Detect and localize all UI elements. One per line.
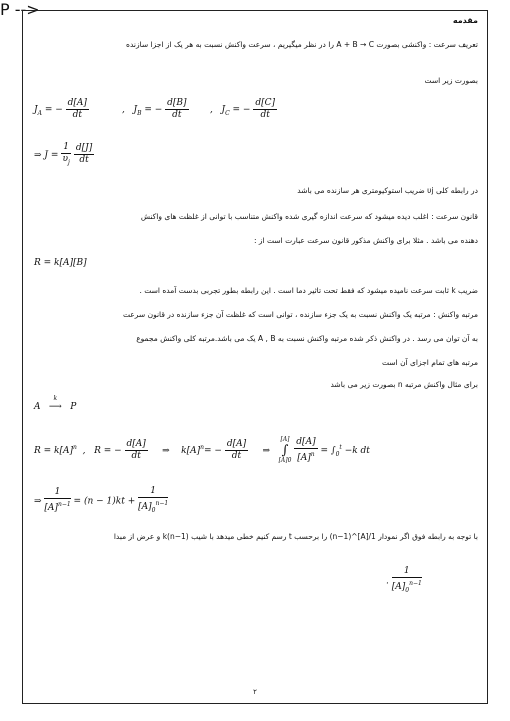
- paragraph-reaction-order: مرتبه واکنش : مرتبه یک واکنش نسبت به یک جزء سازنده ، توانی است که غلظت آن جزء سازنده در قانون سرعت: [122, 310, 478, 319]
- paragraph-reaction-order-2: به آن توان می رسد . در واکنش ذکر شده مرتبه واکنش نسبت به A , B یک می باشد.مرتبه کلی واکنش مجموع: [136, 334, 478, 343]
- paragraph-rate-definition-2: بصورت زیر است: [424, 76, 478, 85]
- paragraph-rate-law: قانون سرعت : اغلب دیده میشود که سرعت اندازه گیری شده واکنش متناسب با توانی از غلظت های واکنش: [140, 212, 478, 221]
- paragraph-plot-interpretation: با توجه به رابطه فوق اگر نمودار 1/[A]^(n−1) را برحسب t رسم کنیم خطی میدهد با شیب (n−1)k و عرض از مبدا: [113, 532, 478, 541]
- paragraph-stoichiometric: در رابطه کلی υj ضریب استوکیومتری هر سازنده می باشد: [297, 186, 478, 195]
- equation-rate-b: , $J_B$ = − $\frac{d[B]}{dt}$: [122, 98, 187, 120]
- equation-rate-law: R = k[A][B]: [34, 258, 87, 268]
- paragraph-nth-order: برای مثال واکنش مرتبه n بصورت زیر می باشد: [330, 380, 478, 389]
- paragraph-rate-definition: تعریف سرعت : واکنشی بصورت A + B → C را در نظر میگیریم ، سرعت واکنش نسبت به هر یک از اجزا سازنده: [126, 40, 478, 49]
- equation-reaction: A k ⟶ P: [34, 395, 77, 412]
- equation-rate-c: , $J_C$ = − $\frac{d[C]}{dt}$: [210, 98, 275, 120]
- section-heading: مقدمه: [452, 16, 478, 25]
- equation-rate-a: $J_A$ = − $\frac{d[A]}{dt}$: [34, 98, 87, 120]
- paragraph-rate-constant: ضریب k ثابت سرعت نامیده میشود که فقط تحت تاثیر دما است . این رابطه بطور تجربی بدست آمده است .: [139, 286, 478, 295]
- paragraph-reaction-order-3: مرتبه های تمام اجزای آن است: [381, 358, 478, 367]
- equation-overall-rate: ⇒ J = $\frac{1}{\upsilon_j}$ $\frac{d[J]}{dt}$: [34, 142, 93, 166]
- paragraph-rate-law-2: دهنده می باشد . مثلا برای واکنش مذکور قانون سرعت عبارت است از :: [254, 236, 478, 245]
- page-number: ۲: [253, 688, 257, 696]
- equation-nth-order-rate: $R = k[A]^n$ , R = − $\frac{d[A]}{dt}$ ⇒ $k[A]^n=$ − $\frac{d[A]}{dt}$ ⇒ [A] ∫ [A]0 $\frac{d[A]}{[A]^n}$ = $\int_0^t -k$ dt: [34, 436, 370, 464]
- equation-integrated-rate: ⇒ $\frac{1}{[A]^{n-1}}$ = (n − 1)kt + $\frac{1}{[A]_0^{n-1}}$: [34, 486, 169, 514]
- equation-intercept: . $\frac{1}{[A]_0^{n-1}}$: [386, 566, 422, 594]
